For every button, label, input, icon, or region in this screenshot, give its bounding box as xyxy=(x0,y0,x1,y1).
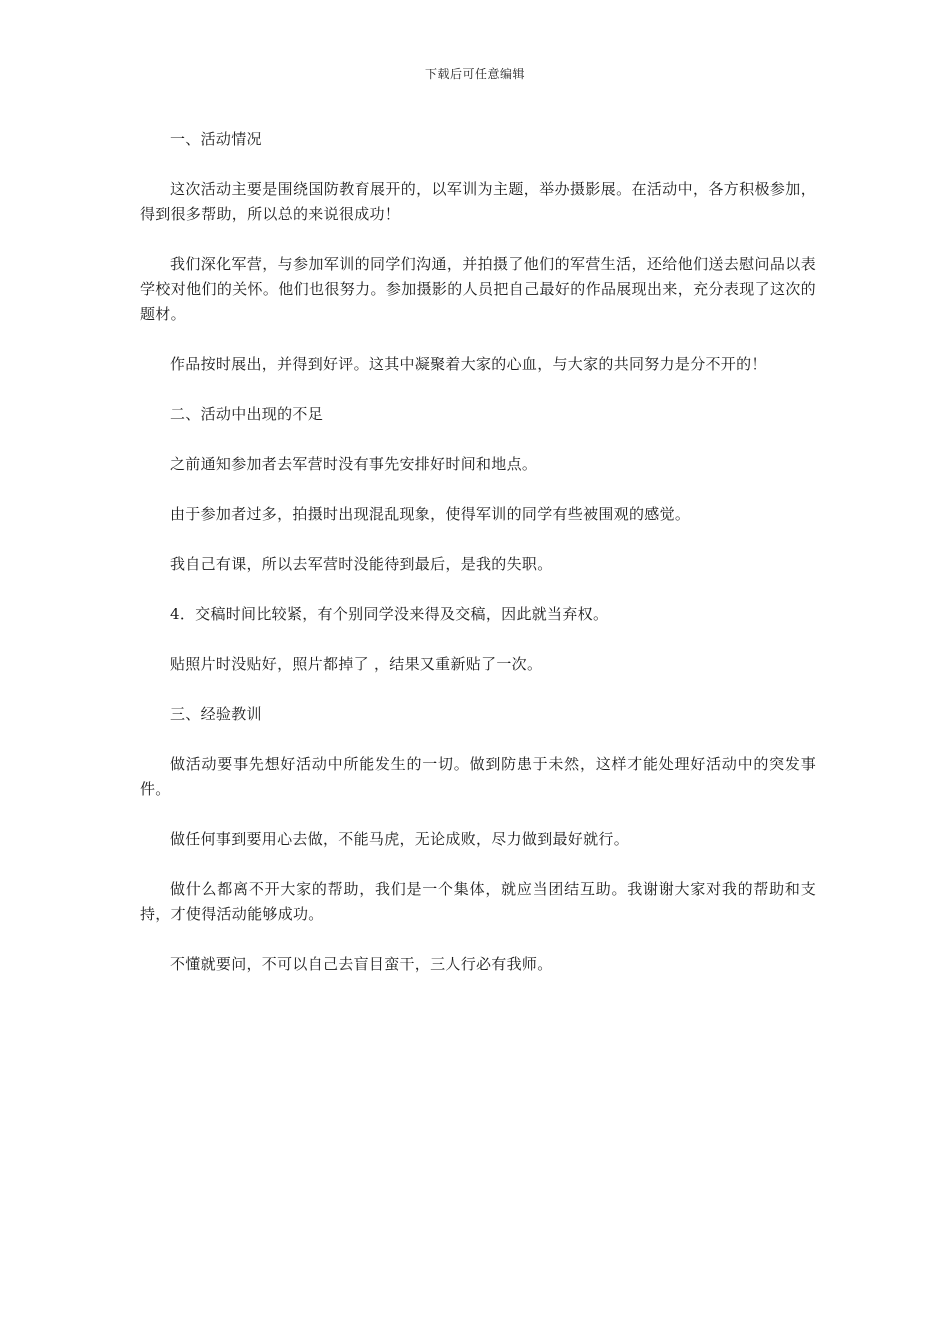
paragraph: 做任何事到要用心去做，不能马虎，无论成败，尽力做到最好就行。 xyxy=(170,830,630,848)
paragraph: 不懂就要问，不可以自己去盲目蛮干，三人行必有我师。 xyxy=(170,955,553,973)
document-body xyxy=(140,127,816,1002)
paragraph: 之前通知参加者去军营时没有事先安排好时间和地点。 xyxy=(170,455,538,473)
paragraph: 做活动要事先想好活动中所能发生的一切。做到防患于未然，这样才能处理好活动中的突发事件。 xyxy=(140,755,816,798)
paragraph: 4．交稿时间比较紧，有个别同学没来得及交稿，因此就当弃权。 xyxy=(170,605,609,623)
paragraph: 贴照片时没贴好，照片都掉了 ，结果又重新贴了一次。 xyxy=(170,655,543,673)
paragraph: 做什么都离不开大家的帮助，我们是一个集体，就应当团结互助。我谢谢大家对我的帮助和支持，才使得活动能够成功。 xyxy=(140,880,816,923)
section-heading-activity-situation: 一、活动情况 xyxy=(170,130,262,148)
paragraph: 这次活动主要是围绕国防教育展开的，以军训为主题，举办摄影展。在活动中，各方积极参加，得到很多帮助，所以总的来说很成功！ xyxy=(140,180,816,223)
section-heading-shortcomings: 二、活动中出现的不足 xyxy=(170,405,324,423)
section-heading-lessons: 三、经验教训 xyxy=(170,705,262,723)
paragraph: 作品按时展出，并得到好评。这其中凝聚着大家的心血，与大家的共同努力是分不开的！ xyxy=(170,355,767,373)
paragraph: 我自己有课，所以去军营时没能待到最后，是我的失职。 xyxy=(170,555,553,573)
paragraph: 我们深化军营，与参加军训的同学们沟通，并拍摄了他们的军营生活，还给他们送去慰问品以表学校对他们的关怀。他们也很努力。参加摄影的人员把自己最好的作品展现出来，充分表现了这次的题材。 xyxy=(140,255,816,323)
page-header: 下载后可任意编辑 xyxy=(424,67,525,81)
paragraph: 由于参加者过多，拍摄时出现混乱现象，使得军训的同学有些被围观的感觉。 xyxy=(170,505,691,523)
